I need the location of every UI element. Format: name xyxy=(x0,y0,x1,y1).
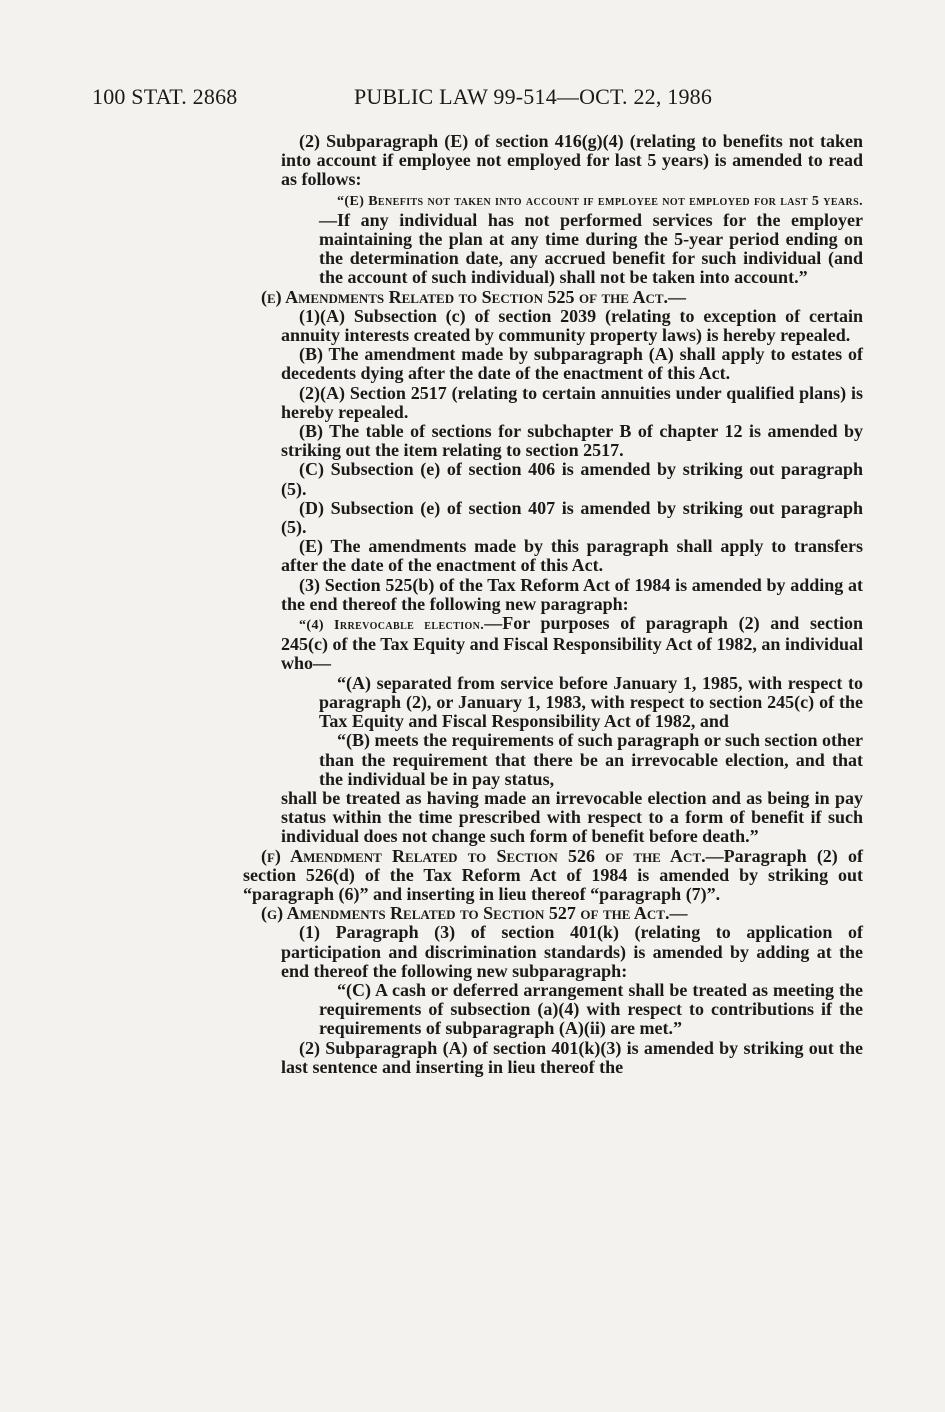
paragraph-e1a: (1)(A) Subsection (c) of section 2039 (relating to exception of certain annuity interests created by community property laws) is hereby repealed. xyxy=(281,305,863,346)
statute-page-number: 100 STAT. 2868 xyxy=(92,84,238,109)
heading-g xyxy=(243,904,863,923)
quote-heading-4: “(4) Irrevocable election. xyxy=(299,618,485,634)
heading-e-text: (e) Amendments Related to Section 525 of the Act.— xyxy=(261,286,687,307)
body-f: —Paragraph (2) of section 526(d) of the Tax Reform Act of 1984 is amended by striking out “paragraph (6)” and inserting in lieu thereof “paragraph (7)”. xyxy=(243,845,863,904)
heading-f: (f) Amendment Related to Section 526 of the Act. xyxy=(261,845,706,866)
paragraph-e2c: (C) Subsection (e) of section 406 is amended by striking out paragraph (5). xyxy=(281,459,863,499)
paragraph-g2: (2) Subparagraph (A) of section 401(k)(3) is amended by striking out the last sentence and inserting in lieu thereof the xyxy=(281,1037,863,1077)
paragraph-e2b: (B) The table of sections for subchapter B of chapter 12 is amended by striking out the item relating to section 2517. xyxy=(281,421,863,461)
paragraph-g1: (1) Paragraph (3) of section 401(k) (relating to application of participation and discrimination standards) is amended by adding at the end thereof the following new subparagraph: xyxy=(281,922,863,981)
paragraph-e3: (3) Section 525(b) of the Tax Reform Act of 1984 is amended by adding at the end thereof the following new paragraph: xyxy=(281,574,863,614)
quote-body-e: —If any individual has not performed services for the employer maintaining the plan at any time during the 5-year period ending on the determination date, any accrued benefit for such individual (and the account of such individual) shall not be taken into account.” xyxy=(319,209,863,288)
paragraph-e2a: (2)(A) Section 2517 (relating to certain annuities under qualified plans) is hereby repealed. xyxy=(281,382,863,422)
paragraph-g1-quote: “(C) A cash or deferred arrangement shall be treated as meeting the requirements of subsection (a)(4) with respect to contributions if the requirements of subparagraph (A)(ii) are met.” xyxy=(319,979,863,1039)
quote-body-4: —For purposes of paragraph (2) and section 245(c) of the Tax Equity and Fiscal Responsibility Act of 1982, an individual who— xyxy=(281,613,863,674)
paragraph-e3-b: “(B) meets the requirements of such paragraph or such section other than the requirement that there be an irrevocable election, and that the individual be in pay status, xyxy=(319,730,863,789)
paragraph-d2-quote xyxy=(243,190,863,288)
quote-heading-e: “(E) Benefits not taken into account if employee not employed for last 5 years. xyxy=(337,193,863,209)
heading-e xyxy=(243,288,863,307)
heading-g-text: (g) Amendments Related to Section 527 of the Act.— xyxy=(261,903,688,924)
paragraph-e3-quote xyxy=(243,614,863,674)
paragraph-d2: (2) Subparagraph (E) of section 416(g)(4) (relating to benefits not taken into account if employee not employed for last 5 years) is amended to read as follows: xyxy=(281,131,863,190)
paragraph-e3-a: “(A) separated from service before January 1, 1985, with respect to paragraph (2), or January 1, 1983, with respect to section 245(c) of the Tax Equity and Fiscal Responsibility Act of 1982, and xyxy=(319,672,863,732)
paragraph-f xyxy=(243,847,863,905)
document-body xyxy=(243,132,863,1077)
paragraph-e2e: (E) The amendments made by this paragraph shall apply to transfers after the date of the enactment of this Act. xyxy=(281,536,863,576)
paragraph-e3-tail: shall be treated as having made an irrevocable election and as being in pay status within the time prescribed with respect to a form of benefit if such individual does not change such form of benefit before death.” xyxy=(281,787,863,847)
paragraph-e2d: (D) Subsection (e) of section 407 is amended by striking out paragraph (5). xyxy=(281,497,863,538)
public-law-heading: PUBLIC LAW 99-514—OCT. 22, 1986 xyxy=(354,84,713,109)
paragraph-e1b: (B) The amendment made by subparagraph (A) shall apply to estates of decedents dying after the date of the enactment of this Act. xyxy=(281,344,863,384)
